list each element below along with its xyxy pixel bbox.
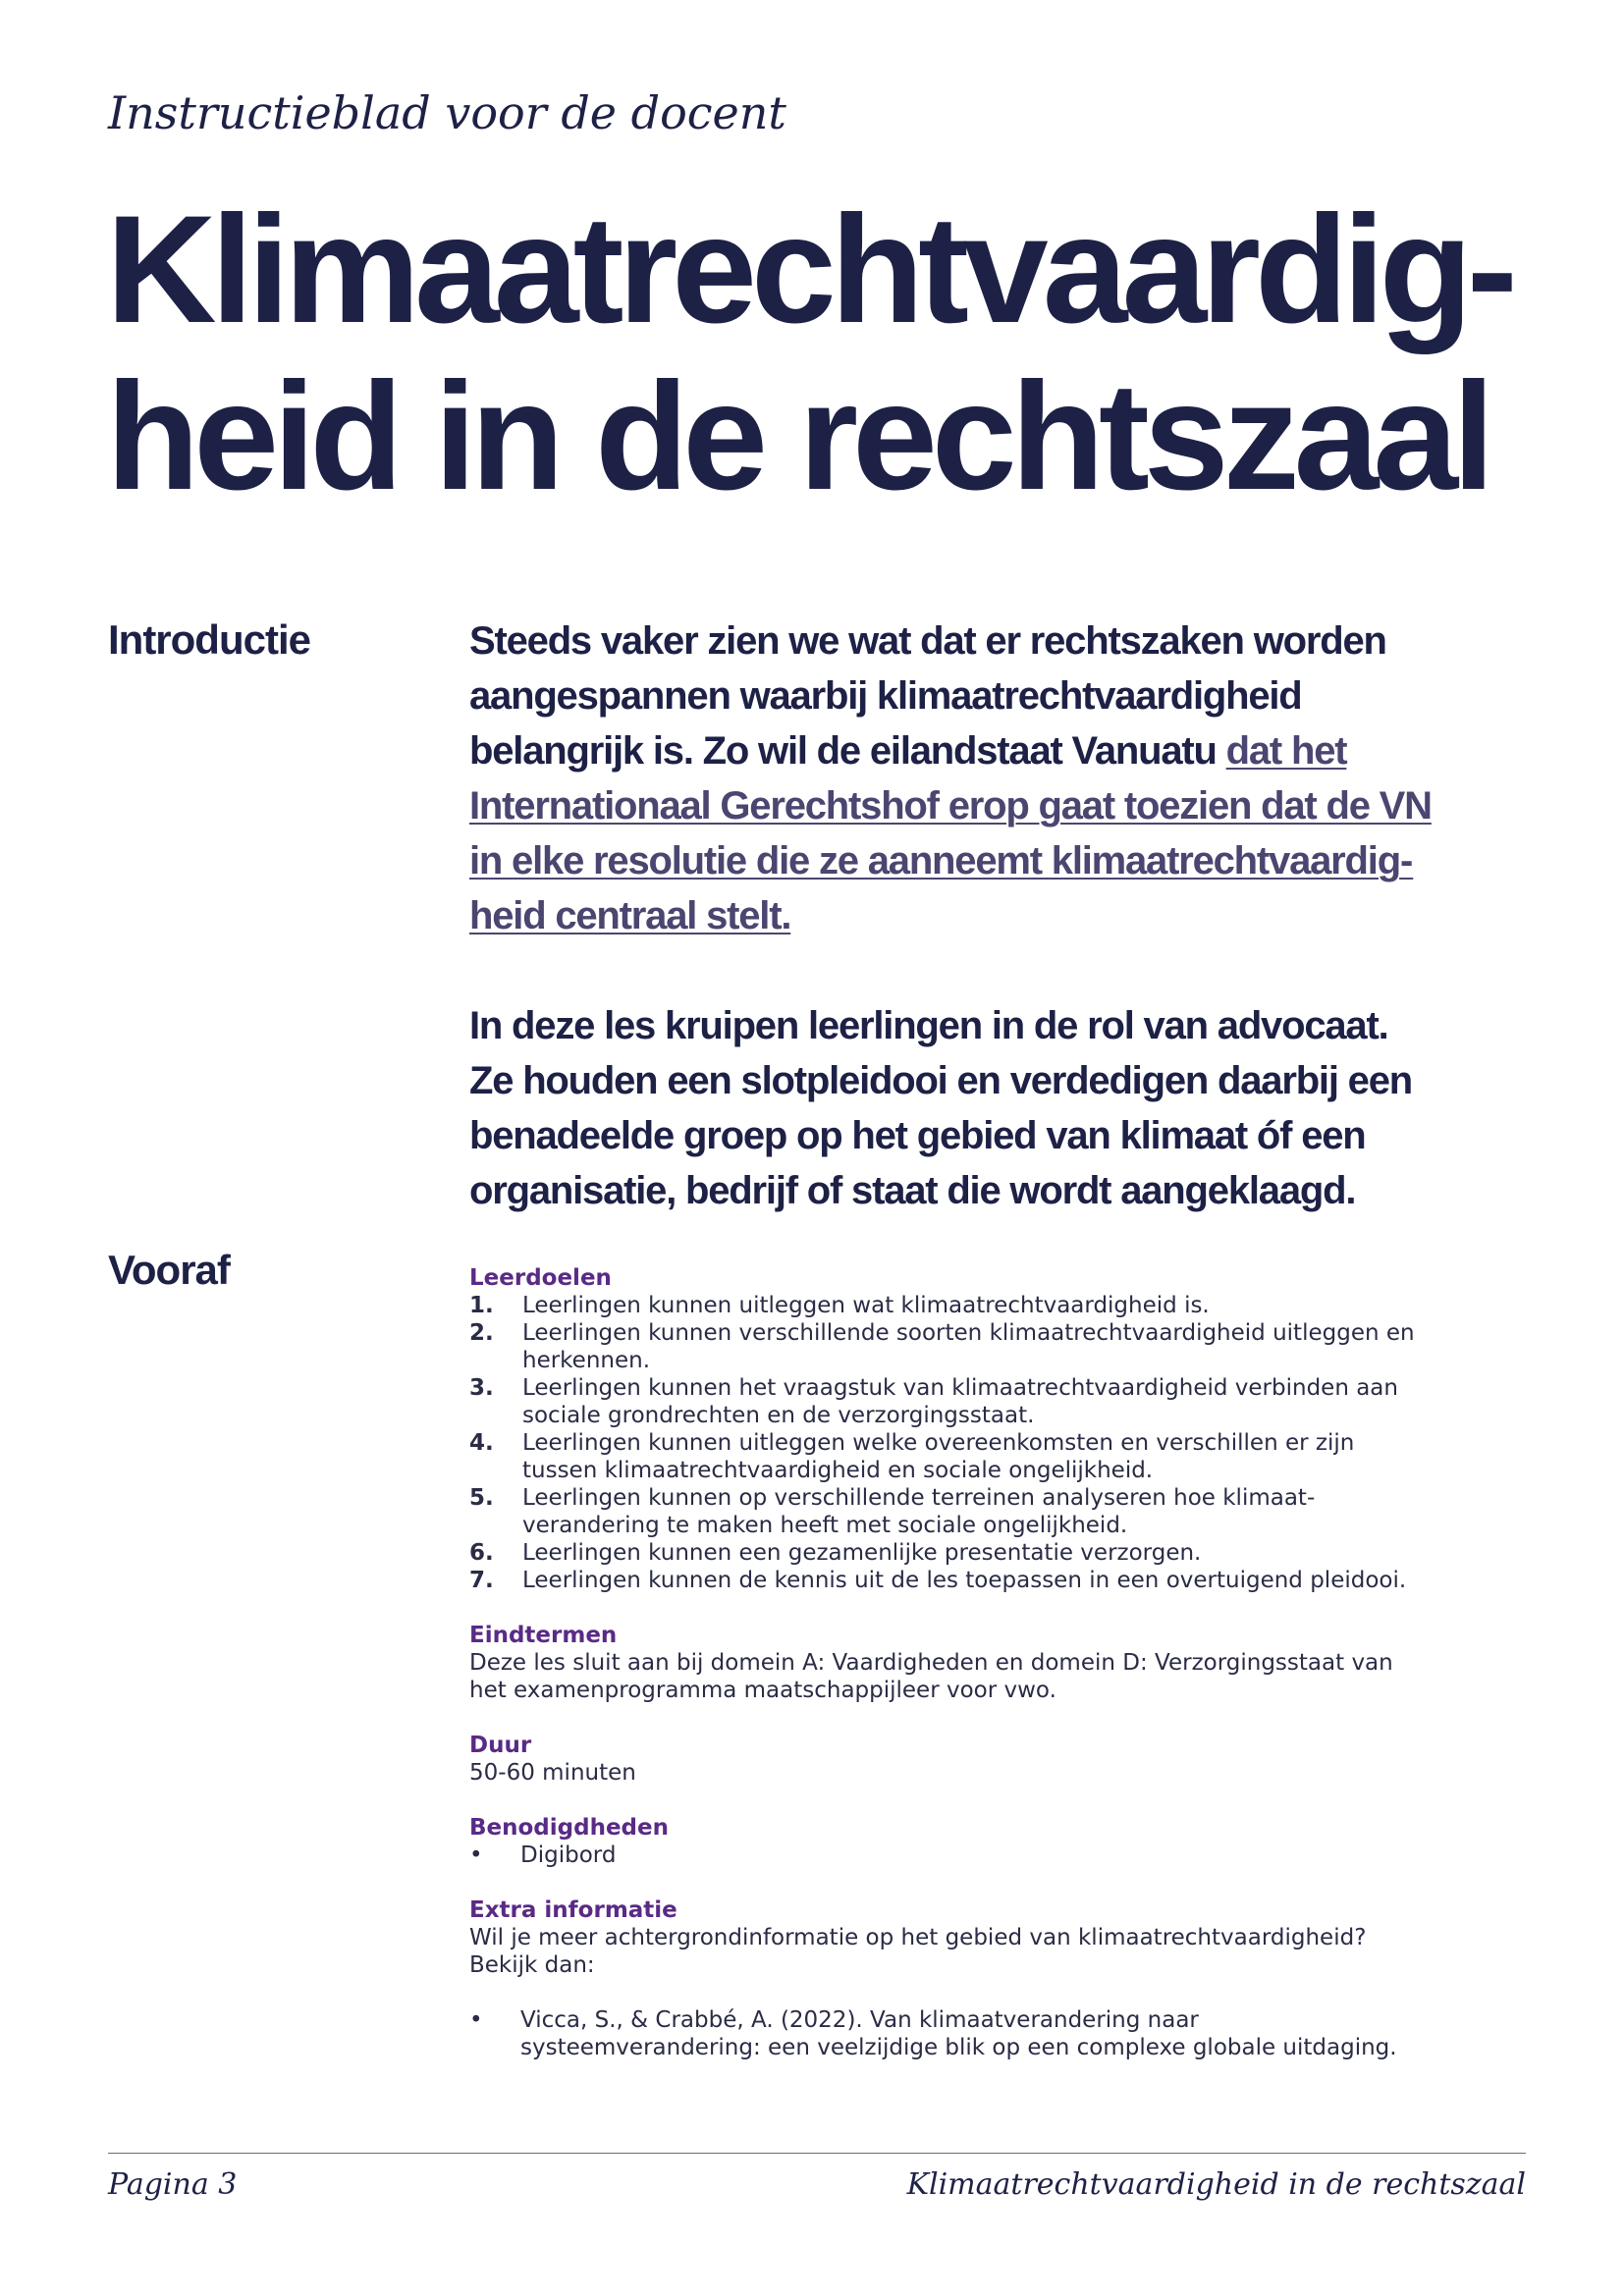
leerdoel-text: Leerlingen kunnen verschillende soorten klimaatrechtvaardigheid uitleggen en herkennen. <box>522 1320 1415 1373</box>
leerdoelen-list <box>469 1292 1432 1594</box>
leerdoel-text: Leerlingen kunnen uitleggen welke overeenkomsten en verschillen er zijn tussen klimaatrechtvaardigheid en sociale ongelijkheid. <box>522 1430 1355 1483</box>
extra-informatie-block <box>469 1896 1432 2061</box>
leerdoel-item <box>469 1374 1432 1429</box>
leerdoel-item <box>469 1539 1432 1567</box>
eindtermen-block <box>469 1622 1432 1704</box>
page-title-line-1: Klimaatrechtvaardig- <box>106 185 1512 355</box>
intro-paragraph-1-text: Steeds vaker zien we wat dat er rechtszaken worden aangespannen waarbij klimaatrechtvaardigheid belangrijk is. Zo wil de eilandstaat Vanuatu <box>469 619 1386 773</box>
duur-heading: Duur <box>469 1733 532 1758</box>
document-kicker: Instructieblad voor de docent <box>108 86 786 139</box>
extra-informatie-heading: Extra informatie <box>469 1897 677 1923</box>
leerdoel-number: 5. <box>469 1485 494 1511</box>
bullet-icon: • <box>469 1842 483 1868</box>
extra-informatie-list <box>469 2006 1432 2061</box>
leerdoel-text: Leerlingen kunnen op verschillende terreinen analyseren hoe klimaatverandering te maken heeft met sociale ongelijkheid. <box>522 1485 1316 1538</box>
extra-informatie-text-2: Bekijk dan: <box>469 1952 595 1978</box>
leerdoel-item <box>469 1319 1432 1374</box>
leerdoel-text: Leerlingen kunnen uitleggen wat klimaatrechtvaardigheid is. <box>522 1293 1210 1318</box>
leerdoelen-heading: Leerdoelen <box>469 1265 612 1291</box>
eindtermen-heading: Eindtermen <box>469 1623 618 1648</box>
footer-page-number: Pagina 3 <box>108 2167 238 2202</box>
leerdoel-item <box>469 1484 1432 1539</box>
leerdoel-number: 2. <box>469 1320 494 1346</box>
section-label-vooraf: Vooraf <box>108 1247 230 1293</box>
vanuatu-icj-link[interactable]: dat het Internationaal Gerechtshof erop gaat toezien dat de VN in elke resolutie die ze aanneemt klimaatrechtvaardigheid centraal stelt. <box>469 729 1432 937</box>
introductie-body <box>469 614 1432 1218</box>
leerdoel-text: Leerlingen kunnen de kennis uit de les toepassen in een overtuigend pleidooi. <box>522 1568 1407 1593</box>
leerdoelen-block <box>469 1264 1432 1594</box>
benodigdheden-block <box>469 1814 1432 1869</box>
leerdoel-number: 7. <box>469 1568 494 1593</box>
page-title <box>106 187 1559 520</box>
leerdoel-item <box>469 1292 1432 1319</box>
leerdoel-item <box>469 1429 1432 1484</box>
benodigdheden-heading: Benodigdheden <box>469 1815 669 1841</box>
leerdoel-number: 3. <box>469 1375 494 1401</box>
leerdoel-number: 6. <box>469 1540 494 1566</box>
intro-paragraph-2: In deze les kruipen leerlingen in de rol van advocaat. Ze houden een slotpleidooi en verdedigen daarbij een benadeelde groep op het gebied van klimaat óf een organisatie, bedrijf of staat die wordt aangeklaagd. <box>469 1004 1413 1212</box>
leerdoel-text: Leerlingen kunnen het vraagstuk van klimaatrechtvaardigheid verbinden aan sociale grondrechten en de verzorgingsstaat. <box>522 1375 1398 1428</box>
benodigdheden-list <box>469 1842 1432 1869</box>
duur-text: 50-60 minuten <box>469 1760 636 1786</box>
list-item-text: Vicca, S., & Crabbé, A. (2022). Van klimaatverandering naar systeemverandering: een veelzijdige blik op een complexe globale uitdaging. <box>520 2007 1397 2060</box>
extra-informatie-text-1: Wil je meer achtergrondinformatie op het gebied van klimaatrechtvaardigheid? <box>469 1925 1367 1950</box>
bullet-icon: • <box>469 2007 483 2033</box>
intro-paragraph-1 <box>469 614 1432 943</box>
list-item <box>469 2006 1432 2061</box>
leerdoel-text: Leerlingen kunnen een gezamenlijke presentatie verzorgen. <box>522 1540 1202 1566</box>
leerdoel-number: 1. <box>469 1293 494 1318</box>
duur-block <box>469 1732 1432 1787</box>
list-item-text: Digibord <box>520 1842 617 1868</box>
footer-divider <box>108 2153 1526 2154</box>
eindtermen-text: Deze les sluit aan bij domein A: Vaardigheden en domein D: Verzorgingsstaat van het examenprogramma maatschappijleer voor vwo. <box>469 1650 1393 1703</box>
vooraf-body <box>469 1264 1432 2089</box>
page-title-line-2: heid in de rechtszaal <box>106 351 1489 522</box>
list-item <box>469 1842 1432 1869</box>
leerdoel-number: 4. <box>469 1430 494 1456</box>
section-label-introductie: Introductie <box>108 616 310 663</box>
footer-document-title: Klimaatrechtvaardigheid in de rechtszaal <box>906 2167 1526 2202</box>
leerdoel-item <box>469 1567 1432 1594</box>
